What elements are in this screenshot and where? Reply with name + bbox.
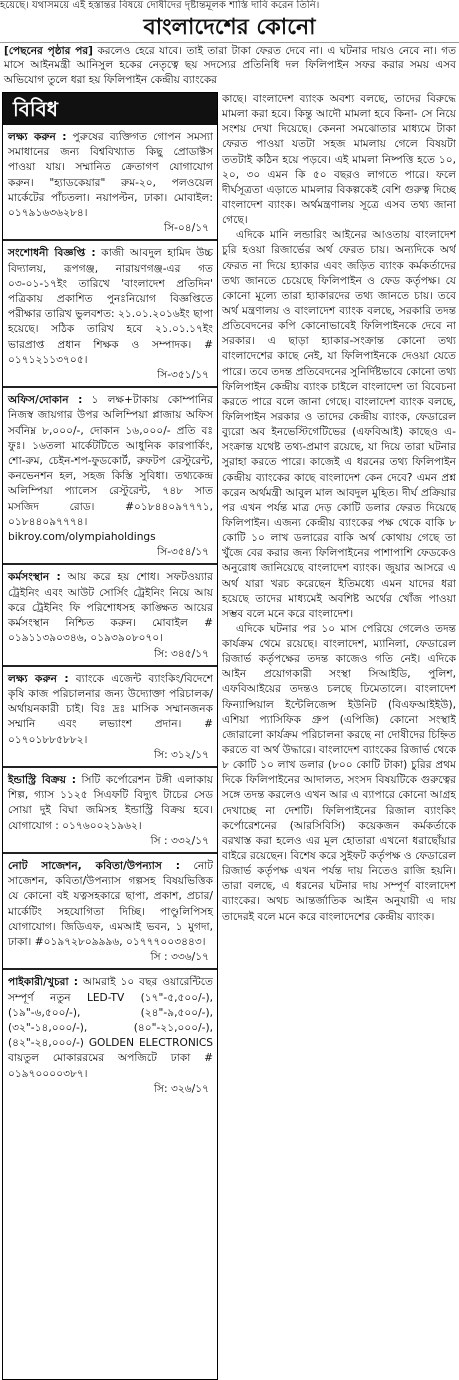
classified-ad-code: সি : ৩৩২/১৭ <box>150 834 209 847</box>
classified-ad-text: ব্যাংকে এজেন্ট ব্যাংকিং/বিদেশে কৃষি কাজ পরিচালনার জন্য উদ্যোক্তা পরিচালক/অর্থায়নকারী চাই। বিঃ দ্রঃ মাসিক সম্মানজনক সম্মানি এবং লভ্যাংশ প্রদান। # ০১৭০১৮৮৫৮৮২। <box>8 672 213 746</box>
classified-ad-heading: অফিস/দোকান : <box>8 394 83 407</box>
classified-ad-text: নোট সাজেশন, কবিতা/উপন্যাস গল্পসহ বিষয়ভিত্তিক যে কোনো বই যত্নসহকারে ছাপা, প্রকাশ, প্রচার/মার্কেটিং সহযোগিতা দিচ্ছি। পাণ্ডুলিপিসহ যোগাযোগ। জিডিএফ, এমআই ভবন, ১ মুগদা, ঢাকা। #০১৯৭২৮০৯৯৯৬, ০১৭৭৭০০৩৪৪৩। <box>8 859 213 948</box>
classified-ad <box>3 565 217 666</box>
classified-ad <box>3 241 217 388</box>
classified-ad-code: সি-৩৫৪/১৭ <box>157 546 209 559</box>
classified-ad-code: সি: ৩৪৫/১৭ <box>154 647 209 660</box>
classified-ad <box>3 854 217 970</box>
sidebar-title: বিবিধ <box>3 93 217 125</box>
classified-ad-heading: ইন্ডাস্ট্রি বিক্রয় : <box>8 773 76 786</box>
article-paragraph: এদিকে মানি লন্ডারিং আইনের আওতায় বাংলাদেশ চুরি হওয়া রিজার্ভের অর্থ ফেরত চায়। অন্যদিকে অর্থ ফেরত না দিয়ে হ্যাকার এবং জড়িত ব্যাংক কর্মকর্তাদের তথ্য জানতে চেয়েছে ফিলিপাইন ও ফেড কর্তৃপক্ষ। যে কোনো মূল্যে তারা হ্যাকারদের তথ্য জানতে চায়। তবে অর্থ মন্ত্রণালয় ও বাংলাদেশ ব্যাংক বলছে, সরকারি তদন্ত প্রতিবেদনের কপি কোনোভাবেই ফিলিপাইনকে দেবে না সরকার। এ ছাড়া হ্যাকার-সংক্রান্ত কোনো তথ্য বাংলাদেশের কাছে নেই, যা ফিলিপাইনকে দেওয়া যেতে পারে। তবে তদন্ত প্রতিবেদনের সুনির্দিষ্টভাবে কোনো তথ্য ফিলিপাইন কেন্দ্রীয় ব্যাংক চাইলে বাংলাদেশ তা বিবেচনা করতে পারে বলে জানা গেছে। বাংলাদেশ ব্যাংক বলছে, ফিলিপাইন সরকার ও তাদের কেন্দ্রীয় ব্যাংক, ফেডারেল ব্যুরো অব ইনভেস্টিগেটিভের (এফবিআই) কাছেও এ-সংক্রান্ত যথেষ্ট তথ্য-প্রমাণ রয়েছে, যা দিয়ে তারা ঘটনার সুরাহা করতে পারে। কাজেই এ ধরনের তথ্য ফিলিপাইন কেন্দ্রীয় ব্যাংকের কাছে বাংলাদেশ কেন দেবে? এমন প্রশ্ন করেন অর্থমন্ত্রী আবুল মাল আবদুল মুহিত। দীর্ঘ প্রক্রিয়ার পর এখন পর্যন্ত মাত্র দেড় কোটি ডলার ফেরত দিয়েছে ফিলিপাইন। এজন্য কেন্দ্রীয় ব্যাংকের পক্ষ থেকে বাকি ৮ কোটি ১০ লাখ ডলারের বাকি অর্থ কোথায় গেছে তা খুঁজে বের করার জন্য ফিলিপাইনের পাশাপাশি ফেডকেও অনুরোধ জানিয়েছে বাংলাদেশ ব্যাংক। জুয়ার আসরে এ অর্থ যারা খরচ করেছেন ইতিমধ্যে এমন যাদের ধরা হয়েছে তাদের মাধ্যমেই অবশিষ্ট অর্থের খোঁজ পাওয়া সম্ভব বলে মনে করে বাংলাদেশ। <box>222 229 456 620</box>
classified-ad-code: সি: ৩১২/১৭ <box>154 748 209 761</box>
classified-ad-heading: লক্ষ্য করুন : <box>8 131 67 143</box>
classified-ad-text: কাজী আবদুল হামিদ উচ্চ বিদ্যালয়, রূপগঞ্জ, নারায়ণগঞ্জ-এর গত ০৩-০১-১৭ইং তারিখে 'বাংলাদেশ প্রতিদিন' পত্রিকায় প্রকাশিত পুনঃনিয়োগ বিজ্ঞপ্তিতে পরীক্ষার তারিখ ভুলবশত: ২১.০১.২০১৬ইং ছাপা হয়েছে। সঠিক তারিখ হবে ২১.০১.১৭ইং ভারপ্রাপ্ত প্রধান শিক্ষক ও সম্পাদক। # ০১৭১২১১৩৭০৫। <box>8 247 213 366</box>
classified-ad <box>3 970 217 1100</box>
classified-ad-heading: লক্ষ্য করুন : <box>8 672 69 685</box>
classified-ad-heading: পাইকারী/খুচরা : <box>8 976 79 989</box>
classified-ad-text: ১ লক্ষ+টাকায় কোম্পানির নিজস্ব জায়গার উপর অলিম্পিয়া প্লাজায় অফিস সর্বনিম্ন ৮,০০০/-, দোকান ১৬,০০০/- প্রতি বঃ ফুঃ। ১৬তলা মার্কেটটিতে আধুনিক কারপার্কিং, শো-রুম, চেইন-শপ-ফুডকোর্ট, রুফটপ রেস্টুরেন্ট, কনভেনশন হল, সহজ কিস্তি সুবিধা। তথ্যকেন্দ্র অলিম্পিয়া প্যালেস রেস্টুরেন্ট, ৭৪৮ সাত মসজিদ রোড। #০১৮৪৪০৯৭৭৭১, ০১৮৪৪০৯৭৭৭৪। bikroy.com/olympiaholdings <box>8 394 213 544</box>
lead-paragraph <box>4 44 456 87</box>
classified-ad <box>3 768 217 854</box>
classified-ad-heading: কর্মসংস্থান : <box>8 571 61 584</box>
classified-ad-code: সি : ৩৩৬/১৭ <box>150 951 209 964</box>
classified-ad-code: সি: ৩২৬/১৭ <box>154 1082 209 1095</box>
classified-ad-text: সিটি কর্পোরেশন টঙ্গী এলাকায় শিল্প, গ্যাস ১১২৫ সিএফটি বিদ্যুৎ টাচের সেড সোয়া দুই বিঘা জমিসহ ইন্ডাস্ট্রি বিক্রয় হবে। যোগাযোগ : ০১৭৬০০২১৯৬২। <box>8 773 213 832</box>
classified-ad-heading: সংশোধনী বিজ্ঞপ্তি : <box>8 247 96 260</box>
classified-ad <box>3 125 217 241</box>
classified-ad <box>3 388 217 565</box>
classified-ad-heading: নোট সাজেশন, কবিতা/উপন্যাস : <box>8 859 180 872</box>
classified-ad-text: পুরুষের ব্যক্তিগত গোপন সমস্যা সমাধানের জন্য বিশ্ববিখ্যাত কিছু প্রোডাক্টস পাওয়া যায়। সম্মানিত ক্রেতাগণ যোগাযোগ করুন। "হ্যাডকেয়ার" রুম-২০, পলওয়েল মার্কেটের পাঁচতলা। নয়াপল্টন, ঢাকা। মোবাইল: ০১৭৯১৬৩৬২৮৪। <box>8 131 213 220</box>
classified-ad <box>3 667 217 768</box>
headline: বাংলাদেশের কোনো <box>0 12 459 43</box>
classified-ad-code: সি-৩৫১/১৭ <box>157 369 209 382</box>
classified-list <box>3 125 217 1100</box>
classified-ad-text: আয় করে হয় শোধ। সফটওয়্যার ট্রেইনিং এবং আউট সোর্সিং ট্রেইনিং নিয়ে আয় করে ট্রেইনিং ফি পরিশোধসহ কাঙ্ক্ষিত আয়ের কর্মসংস্থান নিশ্চিত করুন। মোবাইল # ০১৯১১৩৯০৩৪৬, ০১৯৩৯০৮০৭০। <box>8 571 213 645</box>
continued-tag: [পেছনের পৃষ্ঠার পর] <box>4 45 93 57</box>
classified-sidebar <box>2 92 218 1380</box>
previous-article-tail: হয়েছে। যথাসময়ে এই হস্তান্তর বিষয়ে দোষীদের দৃষ্টান্তমূলক শাস্তি দাবি করেন তিনি। <box>0 0 320 11</box>
article-paragraph: কাছে। বাংলাদেশ ব্যাংক অবশ্য বলছে, তাদের বিরুদ্ধে মামলা করা হবে। কিন্তু আদৌ মামলা হবে কিনা- সে নিয়ে সংশয় দেখা দিয়েছে। কেননা সমঝোতার মাধ্যমে টাকা ফেরত পাওয়া যতটা সহজ মামলায় গেলে বিষয়টা ততটাই কঠিন হয়ে পড়বে। এই মামলা নিষ্পত্তি হতে ১০, ২০, ৩০ এমন কি ৫০ বছরও লাগতে পারে। ফলে দীর্ঘসূত্রতা এড়াতে মামলার বিকল্পকেই বেশি গুরুত্ব দিচ্ছে বাংলাদেশ ব্যাংক। অর্থমন্ত্রণালয় সূত্রে এসব তথ্য জানা গেছে। <box>222 93 456 227</box>
classified-ad-text: আমরাই ১০ বছর ওয়ারেন্টিতে সম্পূর্ণ নতুন LED-TV (১৭"-৫,৫০০/-), (১৯"-৬,৫০০/-), (২৪"-৯,৫০০/-), (৩২"-১৪,০০০/-), (৪০"-২১,০০০/-), (৪২"-২৪,০০০/-) GOLDEN ELECTRONICS বায়তুল মোকাররমের অপজিটে ঢাকা # ০১৯৭০০০০৩৮৭। <box>8 976 213 1080</box>
lead-text: করলেও হেরে যাবে। তাই তারা টাকা ফেরত দেবে না। এ ঘটনার দায়ও নেবে না। গত মাসে আইনমন্ত্রী আনিসুল হকের নেতৃত্বে ছয় সদস্যের প্রতিনিধি দল ফিলিপাইন সফর করার সময় এসব অভিযোগ তুলে ধরা হয় ফিলিপাইন কেন্দ্রীয় ব্যাংকের <box>4 45 456 86</box>
article-paragraph: এদিকে ঘটনার পর ১০ মাস পেরিয়ে গেলেও তদন্ত কার্যক্রম থেমে রয়েছে। বাংলাদেশ, ম্যানিলা, ফেডারেল রিজার্ভ কর্তৃপক্ষের তদন্ত কাজেও গতি নেই। এদিকে আইন প্রয়োগকারী সংস্থা সিআইডি, পুলিশ, এফবিআইয়ের তদন্তও চলছে ঢিমেতালে। বাংলাদেশ ফিন্যান্সিয়াল ইন্টেলিজেন্স ইউনিট (বিএফআইইউ), এশিয়া প্যাসিফিক গ্রুপ (এপিজি) কোনো সংস্থাই জোরালো কার্যক্রম পরিচালনা করছে না দোষীদের চিহ্নিত করতে বা অর্থ উদ্ধারে। বাংলাদেশ ব্যাংকের রিজার্ভ থেকে ৮ কোটি ১০ লাখ ডলার (৮০০ কোটি টাকা) চুরির প্রথম দিকে ফিলিপাইনের আদালত, সংসদ বিষয়টিকে গুরুত্বের সঙ্গে তদন্ত করলেও এখন আর এ ব্যাপারে কোনো আগ্রহ দেখাচ্ছে না দেশটি। ফিলিপাইনের রিজাল ব্যাংকিং কর্পোরেশনের (আরসিবিসি) কয়েকজন কর্মকর্তাকে বরখাস্ত করা হলেও এর মূল হোতারা এখনো ধরাছোঁয়ার বাইরে রয়েছেন। বিশেষ করে সুইফট কর্তৃপক্ষ ও ফেডারেল রিজার্ভ কর্তৃপক্ষ এখন পর্যন্ত দায় নিতেও রাজি হয়নি। তারা বলছে, এ ধরনের ঘটনার দায় সম্পূর্ণ বাংলাদেশ ব্যাংকের। অথচ আন্তর্জাতিক আইন অনুযায়ী এ দায় তাদেরই বলে মনে করে বাংলাদেশের কেন্দ্রীয় ব্যাংক। <box>222 622 456 923</box>
classified-ad-code: সি-০৪/১৭ <box>164 222 209 235</box>
article-body <box>222 92 456 1378</box>
